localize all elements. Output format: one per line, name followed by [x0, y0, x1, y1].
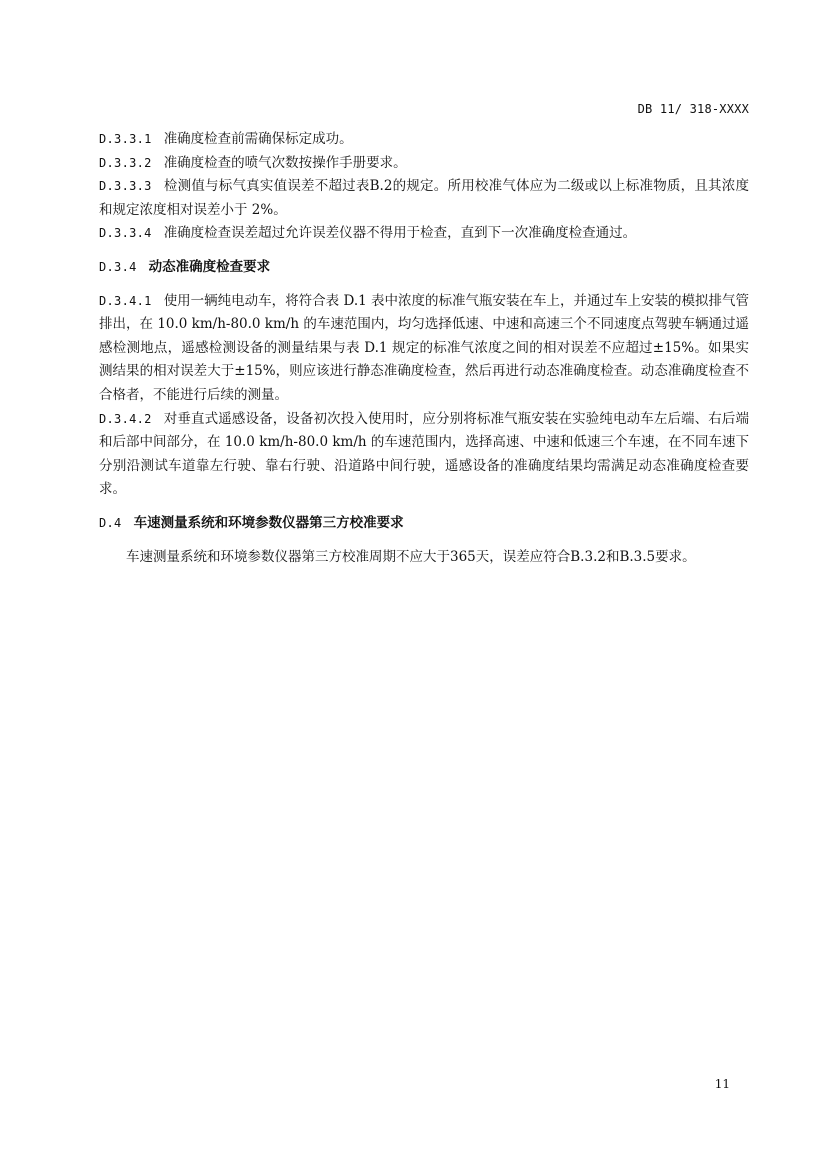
clause-text: 准确度检查的喷气次数按操作手册要求。	[163, 154, 407, 171]
clause-text: 准确度检查前需确保标定成功。	[163, 131, 353, 147]
clause-number: D.3.4.1	[99, 293, 152, 308]
clause-d331	[99, 128, 749, 152]
clause-d332	[99, 152, 749, 176]
clause-text: 检测值与标气真实值误差不超过表B.2的规定。所用校准气体应为二级或以上标准物质，且其浓度和规定浓度相对误差小于 2%。	[99, 178, 749, 218]
document-body	[99, 128, 749, 569]
section-title: 车速测量系统和环境参数仪器第三方校准要求	[133, 514, 404, 531]
section-number: D.4	[99, 515, 122, 530]
clause-number: D.3.3.1	[99, 132, 152, 146]
section-heading-d4	[99, 512, 749, 536]
clause-number: D.3.3.4	[99, 226, 152, 241]
clause-d334	[99, 222, 749, 246]
clause-d342	[99, 408, 749, 502]
clause-d341	[99, 290, 749, 408]
section-title: 动态准确度检查要求	[148, 258, 271, 275]
section-heading-d34	[99, 256, 749, 280]
clause-text: 对垂直式遥感设备，设备初次投入使用时，应分别将标准气瓶安装在实验纯电动车左后端、右后端和后部中间部分，在 10.0 km/h-80.0 km/h 的车速范围内，选择高速、中速和低速三个车速，在不同车速下分别沿测试车道靠左行驶、靠右行驶、沿道路中间行驶，遥感设备的准确度结果均需满足动态准确度检查要求。	[99, 410, 749, 498]
document-code: DB 11/ 318-XXXX	[637, 102, 749, 116]
page-number: 11	[714, 1077, 730, 1091]
clause-number: D.3.3.3	[99, 179, 152, 194]
clause-number: D.3.3.2	[99, 155, 152, 170]
clause-text: 准确度检查误差超过允许误差仪器不得用于检查，直到下一次准确度检查通过。	[163, 225, 637, 242]
section-d4-body: 车速测量系统和环境参数仪器第三方校准周期不应大于365天，误差应符合B.3.2和B.3.5要求。	[126, 548, 696, 565]
clause-d333	[99, 175, 749, 222]
clause-number: D.3.4.2	[99, 411, 152, 426]
section-number: D.3.4	[99, 259, 137, 274]
clause-text: 使用一辆纯电动车，将符合表 D.1 表中浓度的标准气瓶安装在车上，并通过车上安装的模拟排气管排出，在 10.0 km/h-80.0 km/h 的车速范围内，均匀选择低速、中速和高速三个不同速度点驾驶车辆通过遥感检测地点，遥感检测设备的测量结果与表 D.1 规定的标准气浓度之间的相对误差不应超过±15%。如果实测结果的相对误差大于±15%，则应该进行静态准确度检查，然后再进行动态准确度检查。动态准确度检查不合格者，不能进行后续的测量。	[99, 292, 749, 403]
